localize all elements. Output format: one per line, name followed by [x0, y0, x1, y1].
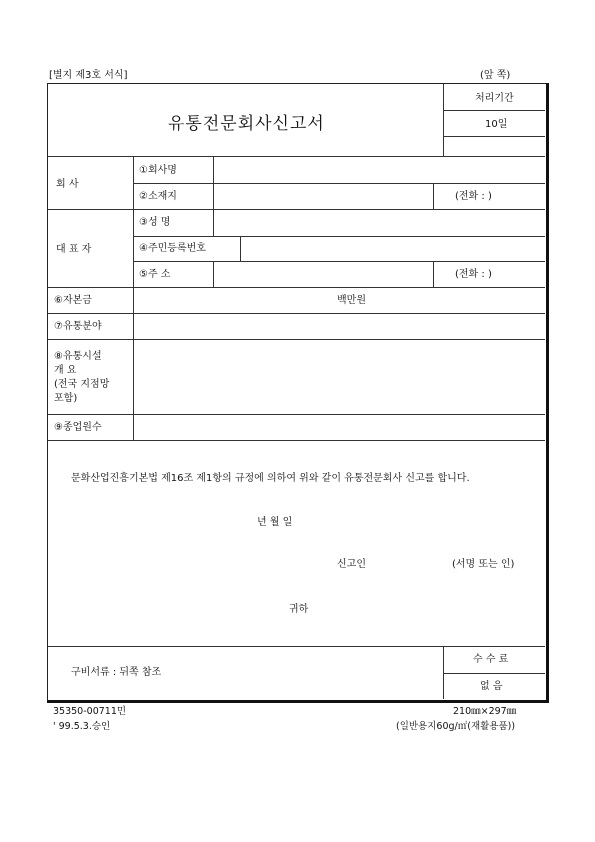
facility-label-line1: ⑧유통시설 — [54, 351, 102, 362]
facility-label-line3: (전국 지점망 — [54, 379, 110, 390]
required-documents-label: 구비서류 : 뒤쪽 참조 — [71, 667, 162, 678]
fee-label: 수 수 료 — [473, 654, 509, 665]
processing-box-line — [443, 110, 545, 111]
representative-id-field[interactable] — [241, 237, 544, 260]
company-address-label: ②소재지 — [139, 191, 177, 202]
company-address-field[interactable] — [214, 184, 432, 208]
representative-name-label: ③성 명 — [139, 217, 171, 228]
representative-address-label: ⑤주 소 — [139, 269, 171, 280]
capital-field[interactable] — [134, 288, 334, 312]
facility-overview-field[interactable] — [134, 340, 544, 413]
paper-size: 210㎜×297㎜ — [453, 706, 517, 717]
divider-line — [48, 646, 545, 647]
employees-label: ⑨종업원수 — [54, 422, 102, 433]
processing-period-value: 10일 — [485, 119, 508, 130]
representative-name-field[interactable] — [214, 210, 544, 235]
employees-field[interactable] — [134, 415, 544, 439]
declaration-date: 년 월 일 — [257, 517, 293, 528]
form-number: [별지 제3호 서식] — [49, 70, 128, 81]
company-name-field[interactable] — [214, 157, 544, 182]
processing-box-bottom — [443, 136, 545, 137]
processing-period-label: 처리기간 — [475, 93, 514, 104]
fee-divider — [443, 646, 444, 699]
form-code: 35350-00711민 — [53, 706, 127, 717]
phone-divider — [433, 183, 434, 209]
representative-address-field[interactable] — [214, 262, 432, 286]
company-group-label: 회 사 — [56, 179, 79, 190]
capital-unit: 백만원 — [337, 295, 366, 306]
declarant-label: 신고인 — [337, 559, 366, 570]
page-side-label: (앞 쪽) — [480, 70, 511, 81]
company-phone-label: (전화 : ) — [455, 191, 492, 202]
phone-divider — [433, 261, 434, 287]
capital-label: ⑥자본금 — [54, 295, 92, 306]
facility-label-line2: 개 요 — [54, 365, 77, 376]
representative-id-label: ④주민등록번호 — [139, 243, 206, 254]
processing-box-divider — [443, 84, 444, 156]
signature-label: (서명 또는 인) — [452, 559, 515, 570]
distribution-field-label: ⑦유통분야 — [54, 321, 102, 332]
approval-date: ' 99.5.3.승인 — [53, 721, 111, 732]
representative-group-label: 대 표 자 — [56, 244, 92, 255]
fee-value: 없 음 — [480, 681, 503, 692]
addressee-label: 귀하 — [289, 604, 309, 615]
paper-spec: (일반용지60g/㎡(재활용품)) — [396, 721, 516, 732]
form-title: 유통전문회사신고서 — [168, 114, 325, 134]
company-name-label: ①회사명 — [139, 165, 177, 176]
declaration-statement: 문화산업진흥기본법 제16조 제1항의 규정에 의하여 위와 같이 유통전문회사 신고를 합니다. — [71, 473, 470, 484]
facility-label-line4: 포함) — [54, 393, 78, 404]
distribution-field-input[interactable] — [134, 314, 544, 338]
divider-line — [443, 673, 545, 674]
divider-line — [48, 440, 545, 441]
representative-phone-label: (전화 : ) — [455, 269, 492, 280]
